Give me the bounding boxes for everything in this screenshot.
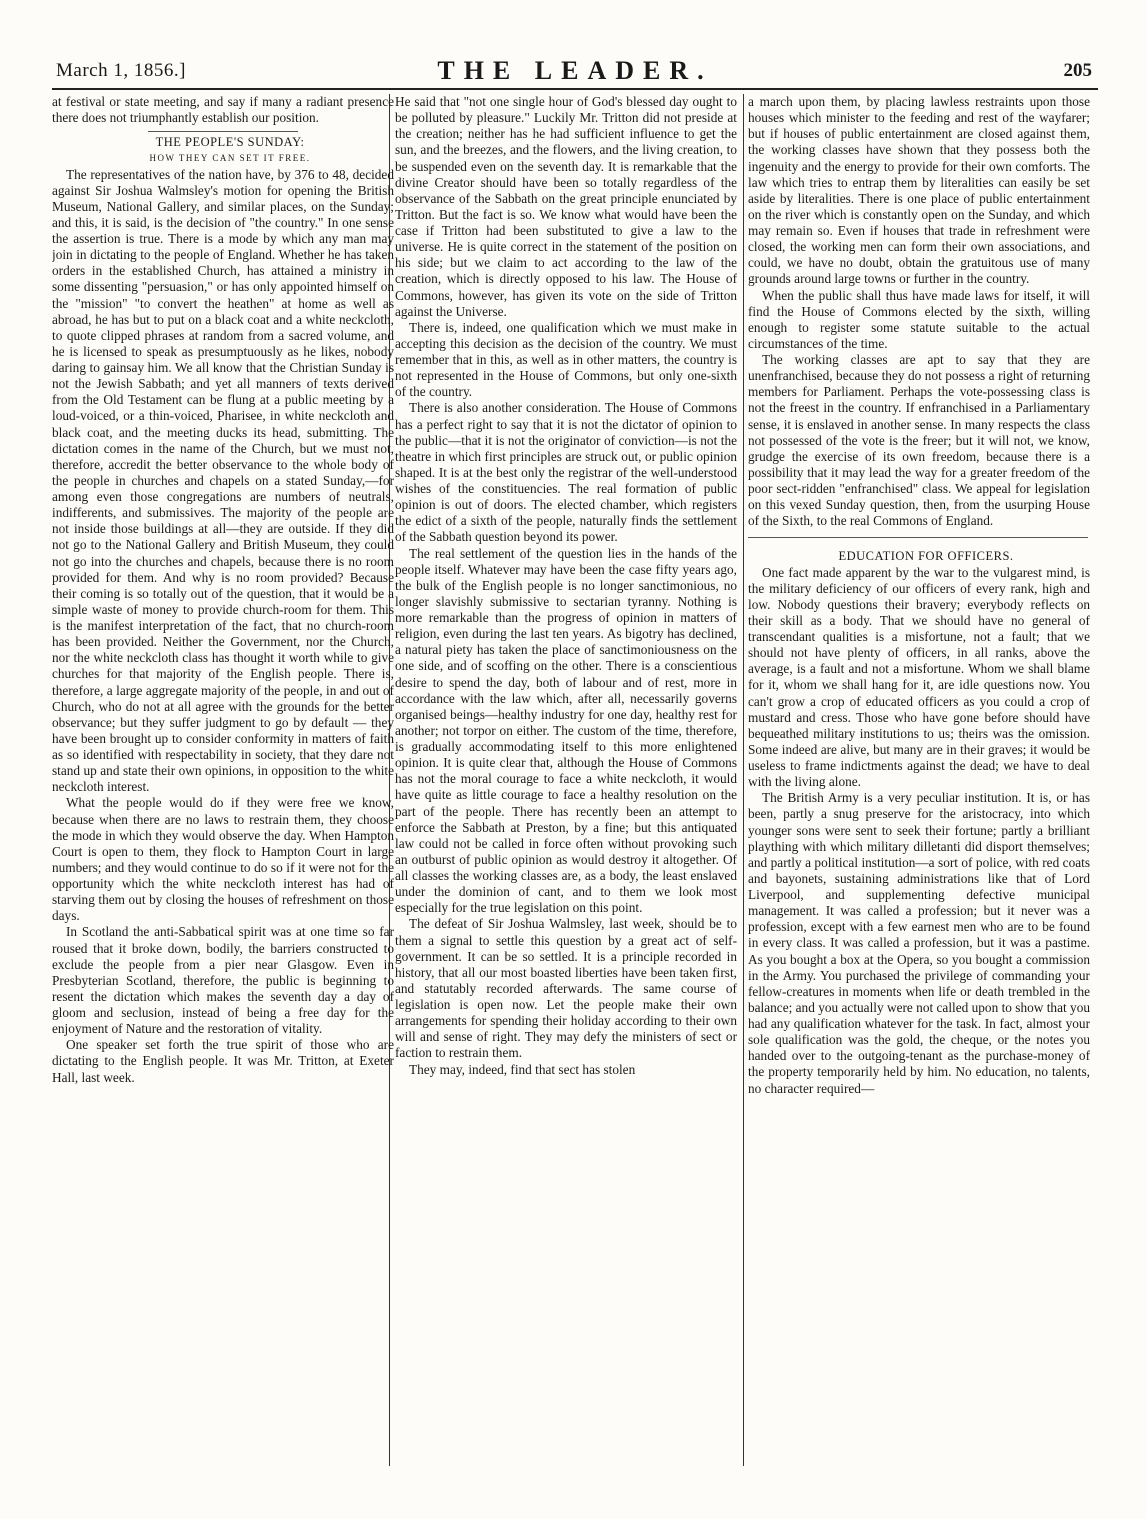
article-title: THE PEOPLE'S SUNDAY: xyxy=(155,135,305,150)
article-subtitle: HOW THEY CAN SET IT FREE. xyxy=(149,153,311,164)
paragraph: There is, indeed, one qualification which we must make in accepting this decision as the decision of the country. We must remember that in this, as well as in other matters, the country is not represented in the House of Commons, but only one-sixth of the country. xyxy=(395,319,737,400)
paragraph: He said that "not one single hour of God's blessed day ought to be polluted by pleasure." Luckily Mr. Tritton did not preside at the creation; neither has he had sufficient influence to get the sun, and the breezes, and the flowers, and the living creation, to be suspended even on the seventh day. It is remarkable that the divine Creator should have been so totally regardless of the observance of the Sabbath on the great principle enunciated by Tritton. But the fact is so. We know what would have been the case if Tritton had been substituted to give a law to the universe. He is quite correct in the statement of the position on his side; but we claim to act according to the law of the creation, which is directly opposed to his law. The House of Commons, however, has given its vote on the side of Tritton against the Universe. xyxy=(395,94,737,319)
paragraph: They may, indeed, find that sect has stolen xyxy=(409,1061,636,1077)
newspaper-title: THE LEADER. xyxy=(437,56,713,85)
paragraph: In Scotland the anti-Sabbatical spirit was at one time so far roused that it broke down, bodily, the barriers constructed to exclude the people from a pier near Glasgow. Even in Presbyterian Scotland, therefore, the public is beginning to resent the dictation which makes the seventh day a day of gloom and seclusion, instead of being a free day for the enjoyment of Nature and the restoration of vitality. xyxy=(52,924,394,1037)
paragraph: One fact made apparent by the war to the vulgarest mind, is the military deficiency of our officers of every rank, high and low. Nobody questions their bravery; everybody reflects on their skill as a body. That we should have no general of transcendant qualities is a misfortune, not a fault; that we should not have plenty of officers, in all ranks, above the average, is a fault and not a misfortune. Whom we shall blame for it, whom we shall hang for it, are idle questions now. You can't grow a crop of educated officers as you could a crop of mustard and cress. Those who have gone before should have bequeathed military institutions to us; theirs was the omission. Some indeed are alive, but many are in their graves; it would be useless to frame indictments against the dead; we have to deal with the living alone. xyxy=(748,564,1090,790)
paragraph: The real settlement of the question lies in the hands of the people itself. Whatever may have been the case fifty years ago, the bulk of the English people is no longer sanctimonious, no longer slavishly submissive to sectarian tyranny. Nothing is more remarkable than the progress of opinion in matters of religion, even during the last ten years. As bigotry has declined, a natural piety has taken the place of sanctimoniousness on the one side, and of scoffing on the other. There is a conscientious desire to spend the day, both of labour and of rest, more in accordance with the law which, after all, necessarily governs organised beings—healthy industry for one day, healthy rest for another; not torpor on either. The custom of the time, therefore, is gradually accommodating itself to this more enlightened opinion. It is quite clear that, although the House of Commons has not the moral courage to face a white neckcloth, it would have quite as little courage to face a healthy resolution on the part of the people. There has recently been an attempt to enforce the Sabbath at Preston, by a fine; but this antiquated law could not be called in force often without provoking such an outburst of public opinion as would destroy it altogether. Of all classes the working classes are, as a body, the least enslaved under the dominion of cant, and to them we look most especially for the true legislation on this point. xyxy=(395,545,737,916)
paragraph: The working classes are apt to say that they are unenfranchised, because they do not possess a right of returning members for Parliament. Perhaps the vote-possessing class is not the freest in the country. If enfranchised in a Parliamentary sense, it is enslaved in another sense. In many respects the class not possessed of the vote is the freer; but it will not, we know, grudge the exercise of its own freedom, because there is a possibility that it may lead the way for a greater freedom of the poor sect-ridden "enfranchised" class. We appeal for legislation on this vexed Sunday question, then, from the usurping House of the Sixth, to the real Commons of England. xyxy=(748,352,1090,529)
section-rule xyxy=(748,537,1088,538)
column-1 xyxy=(52,94,394,1469)
issue-date: March 1, 1856.] xyxy=(56,60,186,81)
column-2 xyxy=(395,94,737,1469)
page-number: 205 xyxy=(1063,60,1092,81)
section-rule xyxy=(148,131,298,132)
paragraph: The representatives of the nation have, by 376 to 48, decided against Sir Joshua Walmsley's motion for opening the British Museum, National Gallery, and similar places, on the Sunday; and this, it is said, is the decision of "the country." In one sense the assertion is true. There is a mode by which any man may join in dictating to the people of England. Whether he has taken orders in the established Church, has attained a ministry in some dissenting "persuasion," or has only appointed himself on the "mission" "to convert the heathen" at home as well as abroad, he has but to put on a black coat and a white neckcloth, to quote clipped phrases at random from a sacred volume, and he is licensed to speak as presumptuously as he likes, nobody daring to gainsay him. We all know that the Christian Sunday is not the Jewish Sabbath; and yet all manners of texts derived from the Old Testament can be flung at a public meeting by a loud-voiced, or a thin-voiced, Pharisee, in white neckcloth and black coat, and the meeting ducks its head, submitting. The dictation comes in the name of the Church, but we must not, therefore, accredit the better observance to the whole body of the people in churches and chapels on a stated Sunday,—for among even those congregations are numbers of neutrals, indifferents, and submissives. The majority of the people are not inside those buildings at all—they are outside. If they did not go to the National Gallery and British Museum, they could not go into the churches and chapels, because there is no room provided for them. And why is no room provided? Because their coming is so totally out of the question, that it would be a simple waste of money to provide church-room for them. This is the manifest interpretation of the fact, that no church-room has been provided. Neither the Government, nor the Church, nor the white neckcloth class has thought it worth while to give churches for that majority of the English people. There is, therefore, a large aggregate majority of the people, in and out of Church, who do not at all agree with the grounds for the better observance; but they suffer judgment to go by default — they have been brought up to consider conformity in matters of faith as so identified with respectability in society, that they dare not stand up and state their own opinions, in opposition to the white neckcloth interest. xyxy=(52,166,394,795)
paragraph: What the people would do if they were free we know, because when there are no laws to restrain them, they choose the mode in which they would observe the day. When Hampton Court is open to them, they flock to Hampton Court in large numbers; and they would continue to do so if it were not for the opportunity which the white neckcloth interest has had of starving them out by closing the houses of refreshment on those days. xyxy=(52,795,394,924)
paragraph: There is also another consideration. The House of Commons has a perfect right to say that it is not the dictator of opinion to the public—that it is not the originator of conviction—is not the theatre in which first principles are struck out, or public opinion shaped. It is at the best only the registrar of the well-understood wishes of the constituencies. The real formation of public opinion is out of doors. The elected chamber, which registers the edict of a sixth of the people, naturally finds the settlement of the Sabbath question beyond its power. xyxy=(395,400,737,545)
column-3 xyxy=(748,94,1090,1469)
column-divider-2 xyxy=(743,94,744,1466)
paragraph: The British Army is a very peculiar institution. It is, or has been, partly a snug preserve for the aristocracy, into which younger sons were sent to seek their fortune; partly a brilliant plaything with which military dilletanti did disport themselves; and partly a political institution—a sort of police, with red coats and bayonets, sustaining administrations like that of Lord Liverpool, and supplementing defective municipal management. It was called a profession; but it never was a profession, except with a few earnest men who are to be found in every class. It was called a profession, but it was a pastime. As you bought a box at the Opera, so you bought a commission in the Army. You purchased the privilege of commanding your fellow-creatures in moments when life or death trembled in the balance; and you actually were not called upon to show that you had any qualification whatever for the task. In fact, almost your sole qualification was the gold, the cheque, or the notes you handed over to the outgoing-tenant as the purchase-money of the property temporarily held by him. No education, no talents, no character required— xyxy=(748,790,1090,1096)
paragraph: One speaker set forth the true spirit of those who are dictating to the English people. It was Mr. Tritton, at Exeter Hall, last week. xyxy=(52,1037,394,1085)
masthead-rule xyxy=(52,88,1098,90)
masthead xyxy=(52,56,1098,90)
article-title: EDUCATION FOR OFFICERS. xyxy=(838,549,1014,564)
paragraph: at festival or state meeting, and say if many a radiant presence there does not triumphantly establish our position. xyxy=(52,94,394,126)
paragraph: The defeat of Sir Joshua Walmsley, last week, should be to them a signal to settle this question by a great act of self-government. It can be so settled. It is a principle recorded in history, that all our most boasted liberties have been taken first, and statutably recorded afterwards. The same course of legislation is open now. Let the people make their own arrangements for spending their holiday according to their own will and sense of right. They may defy the ministers of sect or faction to restrain them. xyxy=(395,916,737,1061)
paragraph: a march upon them, by placing lawless restraints upon those houses which minister to the feeding and rest of the wayfarer; but if houses of public entertainment are closed against them, the working classes have shown that they possess both the ingenuity and the energy to provide for their own comforts. The law which tries to entrap them by literalities can easily be set aside by literalities. There is one place of public entertainment on the river which is constantly open on the Sunday, and which may remain so. Even if houses that trade in refreshment were closed, the working men can form their own associations, and could, we have no doubt, obtain the gratuitous use of many grounds around large towns or further in the country. xyxy=(748,94,1090,287)
paragraph: When the public shall thus have made laws for itself, it will find the House of Commons elected by the sixth, willing enough to register some statute suitable to the actual circumstances of the time. xyxy=(748,287,1090,351)
